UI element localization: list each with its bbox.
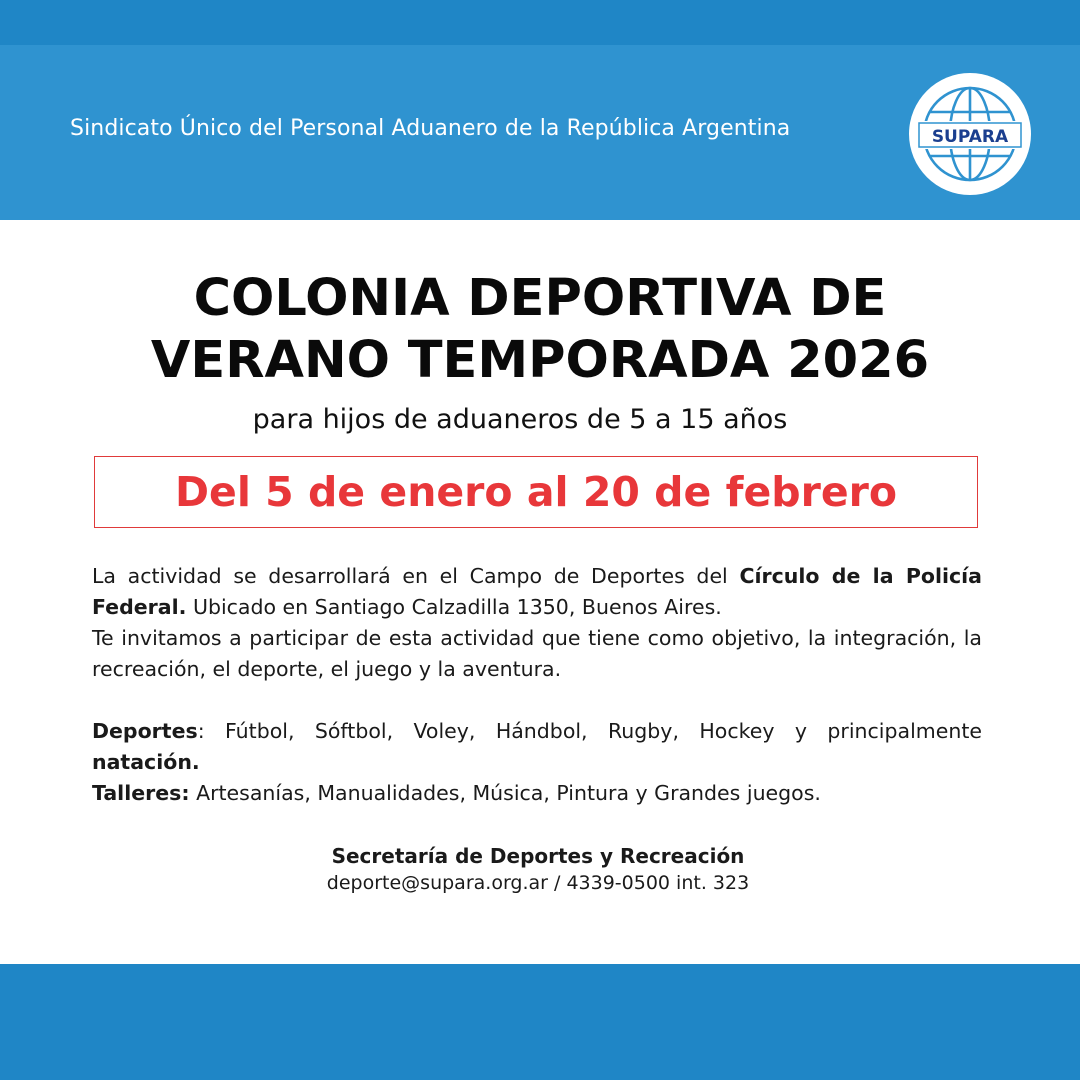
- title-line-2: VERANO TEMPORADA 2026: [150, 331, 930, 390]
- footer-band: [0, 964, 1080, 1080]
- logo-text: SUPARA: [931, 127, 1009, 147]
- page-title: [0, 268, 1080, 392]
- location-intro: La actividad se desarrollará en el Campo de Deportes del: [92, 564, 740, 588]
- organization-name: Sindicato Único del Personal Aduanero de la República Argentina: [70, 116, 791, 141]
- header-strip: [0, 0, 1080, 45]
- workshops-paragraph: [92, 778, 982, 809]
- contact-info: deporte@supara.org.ar / 4339-0500 int. 323: [326, 872, 750, 894]
- title-line-1: COLONIA DEPORTIVA DE: [193, 269, 887, 328]
- sports-list: : Fútbol, Sóftbol, Voley, Hándbol, Rugby, Hockey y principalmente: [197, 719, 982, 743]
- invitation-paragraph: Te invitamos a participar de esta actividad que tiene como objetivo, la integración, la recreación, el deporte, el juego y la aventura.: [92, 626, 982, 681]
- venue-address: Ubicado en Santiago Calzadilla 1350, Buenos Aires.: [186, 595, 722, 619]
- date-box: [94, 456, 978, 528]
- subtitle: para hijos de aduaneros de 5 a 15 años: [252, 404, 788, 435]
- sports-paragraph: [92, 716, 982, 778]
- workshops-label: Talleres:: [92, 781, 190, 805]
- venue-name: Círculo de la Policía Federal.: [92, 564, 983, 619]
- header-band: [0, 0, 1080, 220]
- location-paragraph: [92, 561, 982, 623]
- sports-label: Deportes: [92, 719, 198, 743]
- date-range: Del 5 de enero al 20 de febrero: [174, 468, 898, 516]
- department-name: Secretaría de Deportes y Recreación: [331, 844, 745, 868]
- globe-icon: [908, 72, 1032, 196]
- description-block: [92, 561, 982, 809]
- footer-contact: [0, 842, 1076, 896]
- sports-highlight: natación.: [92, 750, 200, 774]
- workshops-list: Artesanías, Manualidades, Música, Pintura y Grandes juegos.: [189, 781, 821, 805]
